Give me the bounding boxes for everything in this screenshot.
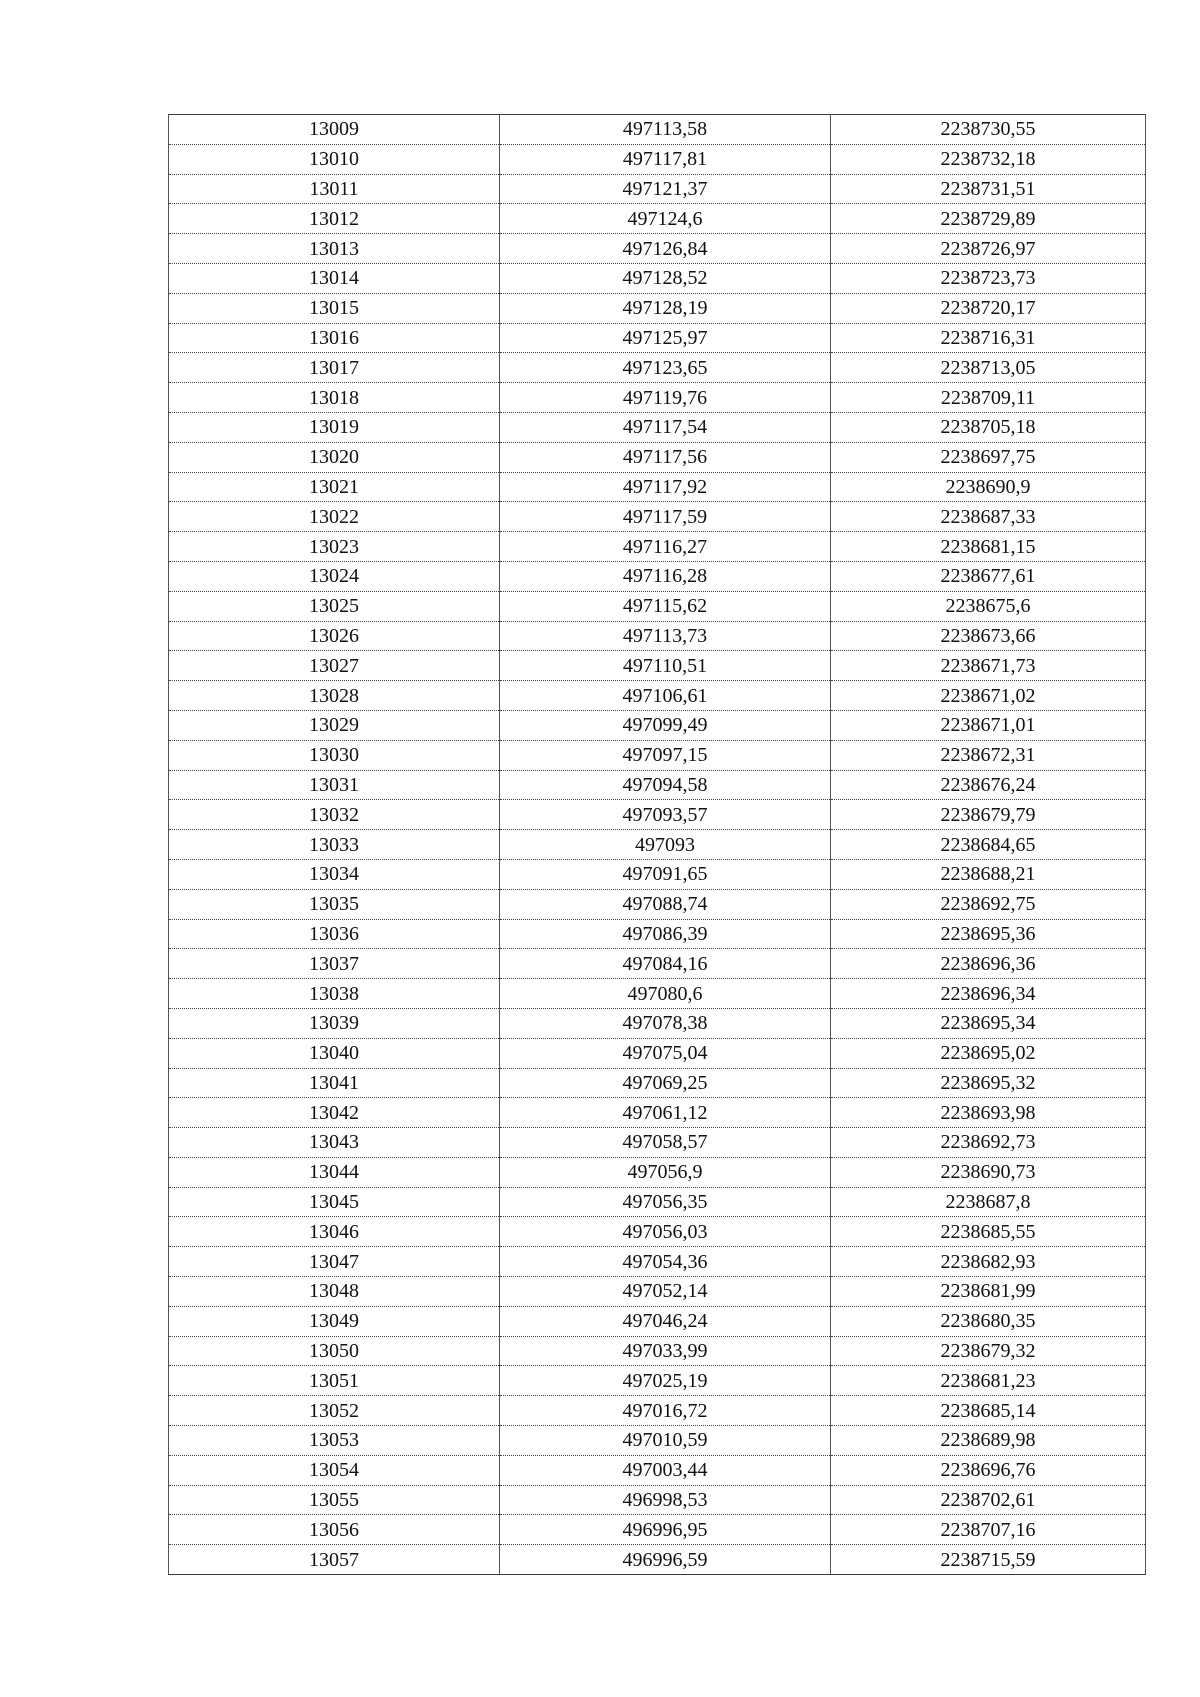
x-coordinate-cell: 497091,65 — [500, 859, 831, 889]
table-row — [169, 1038, 1146, 1068]
table-row — [169, 144, 1146, 174]
point-number-cell: 13033 — [169, 830, 500, 860]
y-coordinate-cell: 2238697,75 — [831, 442, 1146, 472]
x-coordinate-cell: 497097,15 — [500, 740, 831, 770]
y-coordinate-cell: 2238696,76 — [831, 1455, 1146, 1485]
table-row — [169, 1485, 1146, 1515]
point-number-cell: 13028 — [169, 681, 500, 711]
x-coordinate-cell: 497061,12 — [500, 1098, 831, 1128]
y-coordinate-cell: 2238720,17 — [831, 293, 1146, 323]
x-coordinate-cell: 497125,97 — [500, 323, 831, 353]
table-row — [169, 1008, 1146, 1038]
point-number-cell: 13053 — [169, 1426, 500, 1456]
y-coordinate-cell: 2238715,59 — [831, 1545, 1146, 1575]
x-coordinate-cell: 497052,14 — [500, 1277, 831, 1307]
x-coordinate-cell: 497093 — [500, 830, 831, 860]
y-coordinate-cell: 2238692,73 — [831, 1128, 1146, 1158]
y-coordinate-cell: 2238729,89 — [831, 204, 1146, 234]
point-number-cell: 13042 — [169, 1098, 500, 1128]
table-row — [169, 234, 1146, 264]
x-coordinate-cell: 497058,57 — [500, 1128, 831, 1158]
y-coordinate-cell: 2238716,31 — [831, 323, 1146, 353]
x-coordinate-cell: 497113,58 — [500, 115, 831, 145]
x-coordinate-cell: 497099,49 — [500, 710, 831, 740]
x-coordinate-cell: 497016,72 — [500, 1396, 831, 1426]
point-number-cell: 13054 — [169, 1455, 500, 1485]
y-coordinate-cell: 2238679,32 — [831, 1336, 1146, 1366]
table-row — [169, 1515, 1146, 1545]
y-coordinate-cell: 2238713,05 — [831, 353, 1146, 383]
x-coordinate-cell: 497110,51 — [500, 651, 831, 681]
table-row — [169, 293, 1146, 323]
y-coordinate-cell: 2238671,02 — [831, 681, 1146, 711]
point-number-cell: 13011 — [169, 174, 500, 204]
x-coordinate-cell: 497056,03 — [500, 1217, 831, 1247]
point-number-cell: 13031 — [169, 770, 500, 800]
x-coordinate-cell: 497003,44 — [500, 1455, 831, 1485]
point-number-cell: 13019 — [169, 412, 500, 442]
y-coordinate-cell: 2238687,8 — [831, 1187, 1146, 1217]
point-number-cell: 13013 — [169, 234, 500, 264]
y-coordinate-cell: 2238685,14 — [831, 1396, 1146, 1426]
point-number-cell: 13039 — [169, 1008, 500, 1038]
table-row — [169, 621, 1146, 651]
y-coordinate-cell: 2238723,73 — [831, 263, 1146, 293]
point-number-cell: 13022 — [169, 502, 500, 532]
y-coordinate-cell: 2238705,18 — [831, 412, 1146, 442]
table-row — [169, 1426, 1146, 1456]
x-coordinate-cell: 497093,57 — [500, 800, 831, 830]
x-coordinate-cell: 497054,36 — [500, 1247, 831, 1277]
table-row — [169, 651, 1146, 681]
y-coordinate-cell: 2238671,01 — [831, 710, 1146, 740]
point-number-cell: 13055 — [169, 1485, 500, 1515]
point-number-cell: 13018 — [169, 383, 500, 413]
x-coordinate-cell: 497123,65 — [500, 353, 831, 383]
y-coordinate-cell: 2238684,65 — [831, 830, 1146, 860]
coordinates-table-body — [169, 115, 1146, 1575]
table-row — [169, 591, 1146, 621]
table-row — [169, 949, 1146, 979]
table-row — [169, 532, 1146, 562]
y-coordinate-cell: 2238685,55 — [831, 1217, 1146, 1247]
table-row — [169, 1455, 1146, 1485]
x-coordinate-cell: 497084,16 — [500, 949, 831, 979]
table-row — [169, 859, 1146, 889]
point-number-cell: 13044 — [169, 1157, 500, 1187]
y-coordinate-cell: 2238677,61 — [831, 561, 1146, 591]
y-coordinate-cell: 2238692,75 — [831, 889, 1146, 919]
table-row — [169, 1277, 1146, 1307]
point-number-cell: 13048 — [169, 1277, 500, 1307]
table-row — [169, 1306, 1146, 1336]
point-number-cell: 13045 — [169, 1187, 500, 1217]
y-coordinate-cell: 2238679,79 — [831, 800, 1146, 830]
x-coordinate-cell: 497117,54 — [500, 412, 831, 442]
y-coordinate-cell: 2238680,35 — [831, 1306, 1146, 1336]
x-coordinate-cell: 497117,59 — [500, 502, 831, 532]
table-row — [169, 1336, 1146, 1366]
y-coordinate-cell: 2238695,34 — [831, 1008, 1146, 1038]
x-coordinate-cell: 496998,53 — [500, 1485, 831, 1515]
x-coordinate-cell: 497115,62 — [500, 591, 831, 621]
x-coordinate-cell: 497126,84 — [500, 234, 831, 264]
point-number-cell: 13029 — [169, 710, 500, 740]
table-row — [169, 472, 1146, 502]
point-number-cell: 13024 — [169, 561, 500, 591]
y-coordinate-cell: 2238702,61 — [831, 1485, 1146, 1515]
point-number-cell: 13040 — [169, 1038, 500, 1068]
x-coordinate-cell: 497075,04 — [500, 1038, 831, 1068]
y-coordinate-cell: 2238690,73 — [831, 1157, 1146, 1187]
x-coordinate-cell: 497117,56 — [500, 442, 831, 472]
y-coordinate-cell: 2238730,55 — [831, 115, 1146, 145]
point-number-cell: 13030 — [169, 740, 500, 770]
table-row — [169, 919, 1146, 949]
table-row — [169, 323, 1146, 353]
y-coordinate-cell: 2238675,6 — [831, 591, 1146, 621]
table-row — [169, 204, 1146, 234]
x-coordinate-cell: 497106,61 — [500, 681, 831, 711]
y-coordinate-cell: 2238671,73 — [831, 651, 1146, 681]
point-number-cell: 13017 — [169, 353, 500, 383]
table-row — [169, 115, 1146, 145]
point-number-cell: 13047 — [169, 1247, 500, 1277]
y-coordinate-cell: 2238690,9 — [831, 472, 1146, 502]
point-number-cell: 13046 — [169, 1217, 500, 1247]
table-row — [169, 561, 1146, 591]
y-coordinate-cell: 2238681,23 — [831, 1366, 1146, 1396]
table-row — [169, 770, 1146, 800]
x-coordinate-cell: 497119,76 — [500, 383, 831, 413]
y-coordinate-cell: 2238707,16 — [831, 1515, 1146, 1545]
y-coordinate-cell: 2238732,18 — [831, 144, 1146, 174]
table-row — [169, 383, 1146, 413]
x-coordinate-cell: 497128,52 — [500, 263, 831, 293]
table-row — [169, 502, 1146, 532]
y-coordinate-cell: 2238695,02 — [831, 1038, 1146, 1068]
y-coordinate-cell: 2238726,97 — [831, 234, 1146, 264]
x-coordinate-cell: 497116,27 — [500, 532, 831, 562]
point-number-cell: 13016 — [169, 323, 500, 353]
point-number-cell: 13037 — [169, 949, 500, 979]
table-row — [169, 174, 1146, 204]
y-coordinate-cell: 2238695,32 — [831, 1068, 1146, 1098]
point-number-cell: 13049 — [169, 1306, 500, 1336]
x-coordinate-cell: 497116,28 — [500, 561, 831, 591]
x-coordinate-cell: 497056,9 — [500, 1157, 831, 1187]
y-coordinate-cell: 2238709,11 — [831, 383, 1146, 413]
point-number-cell: 13035 — [169, 889, 500, 919]
x-coordinate-cell: 497010,59 — [500, 1426, 831, 1456]
point-number-cell: 13014 — [169, 263, 500, 293]
point-number-cell: 13025 — [169, 591, 500, 621]
table-row — [169, 412, 1146, 442]
point-number-cell: 13020 — [169, 442, 500, 472]
table-row — [169, 740, 1146, 770]
point-number-cell: 13026 — [169, 621, 500, 651]
x-coordinate-cell: 497088,74 — [500, 889, 831, 919]
table-row — [169, 1396, 1146, 1426]
x-coordinate-cell: 496996,59 — [500, 1545, 831, 1575]
point-number-cell: 13052 — [169, 1396, 500, 1426]
y-coordinate-cell: 2238672,31 — [831, 740, 1146, 770]
table-row — [169, 1187, 1146, 1217]
point-number-cell: 13010 — [169, 144, 500, 174]
y-coordinate-cell: 2238673,66 — [831, 621, 1146, 651]
point-number-cell: 13057 — [169, 1545, 500, 1575]
y-coordinate-cell: 2238689,98 — [831, 1426, 1146, 1456]
point-number-cell: 13034 — [169, 859, 500, 889]
table-row — [169, 1545, 1146, 1575]
point-number-cell: 13041 — [169, 1068, 500, 1098]
y-coordinate-cell: 2238687,33 — [831, 502, 1146, 532]
y-coordinate-cell: 2238681,15 — [831, 532, 1146, 562]
x-coordinate-cell: 497117,81 — [500, 144, 831, 174]
coordinates-table — [168, 114, 1146, 1575]
y-coordinate-cell: 2238731,51 — [831, 174, 1146, 204]
y-coordinate-cell: 2238681,99 — [831, 1277, 1146, 1307]
point-number-cell: 13012 — [169, 204, 500, 234]
x-coordinate-cell: 497094,58 — [500, 770, 831, 800]
x-coordinate-cell: 497033,99 — [500, 1336, 831, 1366]
y-coordinate-cell: 2238696,36 — [831, 949, 1146, 979]
table-row — [169, 1068, 1146, 1098]
y-coordinate-cell: 2238695,36 — [831, 919, 1146, 949]
point-number-cell: 13050 — [169, 1336, 500, 1366]
table-row — [169, 1366, 1146, 1396]
x-coordinate-cell: 496996,95 — [500, 1515, 831, 1545]
y-coordinate-cell: 2238676,24 — [831, 770, 1146, 800]
y-coordinate-cell: 2238688,21 — [831, 859, 1146, 889]
point-number-cell: 13015 — [169, 293, 500, 323]
table-row — [169, 681, 1146, 711]
x-coordinate-cell: 497056,35 — [500, 1187, 831, 1217]
table-row — [169, 1157, 1146, 1187]
x-coordinate-cell: 497121,37 — [500, 174, 831, 204]
point-number-cell: 13032 — [169, 800, 500, 830]
table-row — [169, 710, 1146, 740]
y-coordinate-cell: 2238693,98 — [831, 1098, 1146, 1128]
x-coordinate-cell: 497078,38 — [500, 1008, 831, 1038]
x-coordinate-cell: 497080,6 — [500, 979, 831, 1009]
table-row — [169, 800, 1146, 830]
x-coordinate-cell: 497069,25 — [500, 1068, 831, 1098]
x-coordinate-cell: 497086,39 — [500, 919, 831, 949]
point-number-cell: 13009 — [169, 115, 500, 145]
point-number-cell: 13021 — [169, 472, 500, 502]
point-number-cell: 13038 — [169, 979, 500, 1009]
point-number-cell: 13023 — [169, 532, 500, 562]
table-row — [169, 830, 1146, 860]
point-number-cell: 13056 — [169, 1515, 500, 1545]
table-row — [169, 1217, 1146, 1247]
y-coordinate-cell: 2238682,93 — [831, 1247, 1146, 1277]
x-coordinate-cell: 497124,6 — [500, 204, 831, 234]
x-coordinate-cell: 497128,19 — [500, 293, 831, 323]
table-row — [169, 442, 1146, 472]
table-row — [169, 353, 1146, 383]
table-row — [169, 979, 1146, 1009]
table-row — [169, 263, 1146, 293]
table-row — [169, 1098, 1146, 1128]
point-number-cell: 13036 — [169, 919, 500, 949]
table-row — [169, 1247, 1146, 1277]
point-number-cell: 13051 — [169, 1366, 500, 1396]
x-coordinate-cell: 497117,92 — [500, 472, 831, 502]
y-coordinate-cell: 2238696,34 — [831, 979, 1146, 1009]
x-coordinate-cell: 497025,19 — [500, 1366, 831, 1396]
x-coordinate-cell: 497046,24 — [500, 1306, 831, 1336]
table-row — [169, 889, 1146, 919]
table-row — [169, 1128, 1146, 1158]
point-number-cell: 13027 — [169, 651, 500, 681]
x-coordinate-cell: 497113,73 — [500, 621, 831, 651]
point-number-cell: 13043 — [169, 1128, 500, 1158]
